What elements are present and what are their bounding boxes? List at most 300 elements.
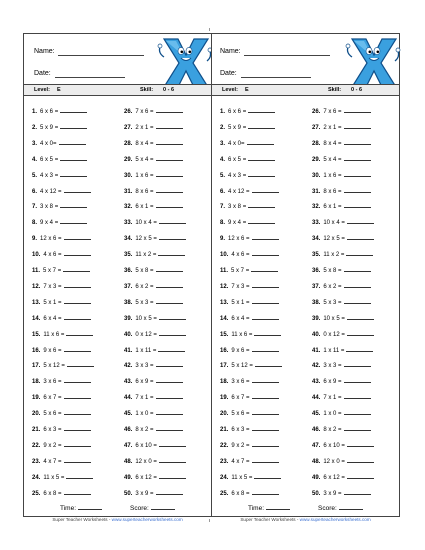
problem-number: 22. (32, 442, 41, 449)
level-skill-band (24, 84, 211, 96)
problem-item (124, 346, 185, 354)
answer-blank[interactable] (347, 330, 374, 336)
answer-blank[interactable] (156, 282, 183, 288)
answer-blank[interactable] (64, 314, 91, 320)
problem-number: 2. (220, 124, 226, 131)
problem-item (32, 457, 91, 465)
problem-item (312, 155, 371, 163)
problem-number: 8. (220, 220, 226, 227)
problem-expression: 6 x 1 = (323, 204, 342, 211)
problem-number: 10. (32, 252, 41, 259)
answer-blank[interactable] (64, 346, 91, 352)
problem-number: 3. (32, 140, 38, 147)
answer-blank[interactable] (156, 489, 183, 495)
problem-item (32, 234, 91, 242)
answer-blank[interactable] (64, 409, 91, 415)
answer-blank[interactable] (344, 107, 371, 113)
answer-blank[interactable] (159, 457, 186, 463)
answer-blank[interactable] (66, 473, 93, 479)
answer-blank[interactable] (156, 107, 183, 113)
problem-number: 11. (220, 268, 229, 274)
problem-item (124, 107, 183, 115)
problem-expression: 5 x 7 = (43, 268, 62, 274)
answer-blank[interactable] (159, 218, 186, 224)
score-label: Score: (130, 505, 149, 512)
problem-expression: 5 x 9 = (40, 124, 59, 131)
answer-blank[interactable] (344, 409, 371, 415)
answer-blank[interactable] (64, 393, 91, 399)
problem-item (312, 250, 373, 258)
problem-expression: 4 x 0= (228, 140, 245, 147)
answer-blank[interactable] (344, 171, 371, 177)
time-label-wrap (60, 504, 102, 512)
answer-blank[interactable] (156, 298, 183, 304)
answer-blank[interactable] (156, 123, 183, 129)
answer-blank[interactable] (156, 361, 183, 367)
problem-item (32, 473, 93, 481)
problem-number: 6. (220, 188, 226, 195)
answer-blank[interactable] (156, 155, 183, 161)
problem-item (220, 377, 279, 385)
skill-label: Skill: (140, 87, 154, 93)
problem-number: 50. (124, 490, 133, 497)
problem-expression: 2 x 1 = (135, 124, 154, 131)
answer-blank[interactable] (60, 218, 87, 224)
answer-blank[interactable] (156, 266, 183, 272)
problem-expression: 6 x 1 = (135, 204, 154, 211)
name-field[interactable] (58, 55, 144, 56)
answer-blank[interactable] (60, 155, 87, 161)
problem-number: 23. (220, 458, 229, 465)
problem-expression: 1 x 11 = (323, 347, 345, 354)
problem-item (220, 250, 279, 258)
problem-item (124, 361, 183, 369)
problem-number: 34. (312, 236, 321, 243)
problem-expression: 6 x 5 = (228, 156, 247, 163)
answer-blank[interactable] (344, 489, 371, 495)
problem-number: 22. (220, 442, 229, 449)
answer-blank[interactable] (346, 346, 373, 352)
answer-blank[interactable] (344, 187, 371, 193)
answer-blank[interactable] (248, 107, 275, 113)
problem-item (220, 123, 275, 131)
problem-number: 49. (312, 474, 321, 481)
problem-expression: 6 x 10 = (135, 442, 157, 449)
problem-item (220, 425, 279, 433)
answer-blank[interactable] (60, 202, 87, 208)
answer-blank[interactable] (344, 282, 371, 288)
problem-expression: 10 x 4 = (323, 220, 345, 227)
problem-number: 37. (124, 283, 133, 290)
problem-expression: 9 x 2 = (43, 442, 62, 449)
problem-expression: 4 x 6 = (43, 252, 62, 259)
answer-blank[interactable] (252, 425, 279, 431)
problem-item (312, 330, 374, 338)
problem-item (312, 202, 371, 210)
problem-number: 9. (220, 236, 226, 243)
problem-expression: 7 x 6 = (135, 109, 154, 115)
date-field[interactable] (241, 77, 311, 78)
problem-expression: 11 x 5 = (43, 474, 65, 481)
problem-expression: 12 x 5 = (323, 236, 345, 243)
answer-blank[interactable] (347, 473, 374, 479)
answer-blank[interactable] (252, 282, 279, 288)
answer-blank[interactable] (344, 361, 371, 367)
answer-blank[interactable] (252, 489, 279, 495)
time-label: Time: (60, 505, 77, 512)
problem-number: 43. (124, 379, 133, 386)
answer-blank[interactable] (252, 250, 279, 256)
name-label: Name: (34, 48, 55, 55)
answer-blank[interactable] (156, 377, 183, 383)
score-field[interactable] (151, 504, 175, 510)
problem-item (312, 361, 371, 369)
problem-number: 49. (124, 474, 133, 481)
answer-blank[interactable] (248, 155, 275, 161)
problem-number: 15. (220, 331, 229, 338)
answer-blank[interactable] (158, 346, 185, 352)
problem-number: 12. (220, 283, 229, 290)
problem-number: 24. (220, 474, 229, 481)
problem-item (32, 202, 87, 210)
problem-expression: 6 x 9 = (135, 379, 154, 386)
answer-blank[interactable] (344, 202, 371, 208)
letter-x-mascot-icon (343, 35, 401, 91)
problem-number: 17. (32, 363, 41, 370)
problem-number: 42. (124, 363, 133, 370)
problem-item (220, 171, 275, 179)
problem-item (32, 282, 91, 290)
answer-blank[interactable] (252, 187, 279, 193)
problem-item (124, 250, 185, 258)
score-label-wrap (130, 504, 175, 512)
skill-label: Skill: (328, 87, 342, 93)
problem-expression: 5 x 1 = (231, 299, 250, 306)
credit-footer (211, 517, 400, 522)
problem-number: 46. (124, 427, 133, 433)
problem-number: 48. (312, 458, 321, 465)
problem-item (312, 489, 371, 497)
answer-blank[interactable] (252, 377, 279, 383)
problem-item (312, 139, 371, 147)
problem-number: 34. (124, 236, 133, 243)
problem-item (32, 330, 93, 338)
problem-expression: 3 x 6 = (231, 379, 250, 386)
problem-item (312, 346, 373, 354)
problem-number: 30. (312, 172, 321, 179)
problem-item (124, 489, 183, 497)
answer-blank[interactable] (251, 266, 278, 272)
problem-number: 26. (124, 109, 133, 115)
problem-expression: 4 x 12 = (40, 188, 62, 195)
problem-expression: 5 x 9 = (228, 124, 247, 131)
answer-blank[interactable] (60, 171, 87, 177)
date-label: Date: (220, 70, 237, 77)
problem-item (312, 473, 374, 481)
time-field[interactable] (78, 504, 102, 510)
answer-blank[interactable] (344, 425, 371, 431)
problem-item (124, 441, 186, 449)
answer-blank[interactable] (248, 171, 275, 177)
problem-number: 46. (312, 427, 321, 433)
name-field[interactable] (244, 55, 330, 56)
problem-number: 11. (32, 268, 41, 274)
problem-item (32, 187, 91, 195)
problem-item (124, 314, 186, 322)
problem-item (220, 107, 275, 115)
problem-number: 44. (312, 395, 321, 402)
problem-expression: 4 x 7 = (43, 458, 62, 465)
problem-expression: 8 x 2 = (135, 427, 154, 433)
problem-number: 7. (32, 204, 38, 211)
answer-blank[interactable] (252, 298, 279, 304)
problem-number: 38. (312, 299, 321, 306)
problem-number: 12. (32, 283, 41, 290)
problem-number: 29. (312, 156, 321, 163)
problem-number: 41. (124, 347, 133, 354)
answer-blank[interactable] (156, 171, 183, 177)
problem-expression: 12 x 5 = (135, 236, 157, 243)
problem-item (124, 155, 183, 163)
problem-number: 28. (124, 140, 133, 147)
answer-blank[interactable] (252, 457, 279, 463)
problem-number: 25. (220, 490, 229, 497)
problem-number: 32. (124, 204, 133, 211)
problem-item (312, 441, 374, 449)
problem-item (220, 409, 279, 417)
problem-expression: 11 x 2 = (323, 252, 345, 259)
problem-expression: 5 x 8 = (135, 268, 154, 274)
problem-expression: 1 x 0 = (135, 411, 154, 418)
problem-number: 33. (312, 220, 321, 227)
answer-blank[interactable] (66, 330, 93, 336)
problem-expression: 8 x 2 = (323, 427, 342, 433)
answer-blank[interactable] (252, 409, 279, 415)
problem-number: 29. (124, 156, 133, 163)
answer-blank[interactable] (254, 330, 281, 336)
answer-blank[interactable] (159, 314, 186, 320)
answer-blank[interactable] (347, 441, 374, 447)
answer-blank[interactable] (159, 234, 186, 240)
problem-expression: 3 x 3 = (323, 363, 342, 370)
problem-expression: 11 x 6 = (43, 331, 65, 338)
problem-item (220, 489, 279, 497)
problem-item (32, 107, 87, 115)
problem-item (32, 377, 91, 385)
answer-blank[interactable] (63, 266, 90, 272)
answer-blank[interactable] (156, 139, 183, 145)
problem-expression: 6 x 2 = (135, 283, 154, 290)
time-field[interactable] (266, 504, 290, 510)
level-value: E (57, 87, 61, 93)
problem-expression: 8 x 6 = (135, 188, 154, 195)
problem-expression: 9 x 6 = (43, 347, 62, 354)
answer-blank[interactable] (64, 298, 91, 304)
problem-expression: 10 x 5 = (323, 315, 345, 322)
answer-blank[interactable] (252, 234, 279, 240)
name-label: Name: (220, 48, 241, 55)
problem-number: 3. (220, 140, 226, 147)
credit-text: Super Teacher Worksheets - (52, 517, 112, 522)
problem-item (220, 202, 275, 210)
problem-item (124, 298, 183, 306)
problem-number: 39. (124, 315, 133, 322)
problem-number: 50. (312, 490, 321, 497)
answer-blank[interactable] (64, 441, 91, 447)
answer-blank[interactable] (64, 234, 91, 240)
problem-expression: 7 x 3 = (43, 283, 62, 290)
problem-number: 40. (124, 331, 133, 338)
problem-number: 45. (124, 411, 133, 418)
answer-blank[interactable] (156, 202, 183, 208)
problem-number: 2. (32, 124, 38, 131)
answer-blank[interactable] (59, 139, 86, 145)
answer-blank[interactable] (60, 107, 87, 113)
problem-item (312, 171, 371, 179)
answer-blank[interactable] (344, 155, 371, 161)
answer-blank[interactable] (248, 123, 275, 129)
answer-blank[interactable] (159, 441, 186, 447)
problem-item (312, 377, 371, 385)
answer-blank[interactable] (156, 409, 183, 415)
problem-number: 15. (32, 331, 41, 338)
problem-expression: 6 x 3 = (231, 427, 250, 433)
answer-blank[interactable] (156, 425, 183, 431)
answer-blank[interactable] (344, 377, 371, 383)
problem-number: 9. (32, 236, 38, 243)
problem-item (32, 393, 91, 401)
problem-item (312, 266, 371, 274)
problem-expression: 0 x 12 = (135, 331, 157, 338)
problem-expression: 8 x 4 = (135, 140, 154, 147)
answer-blank[interactable] (252, 393, 279, 399)
problem-item (32, 346, 91, 354)
level-value: E (245, 87, 249, 93)
problem-expression: 3 x 8 = (228, 204, 247, 211)
answer-blank[interactable] (252, 346, 279, 352)
answer-blank[interactable] (247, 139, 274, 145)
skill-value: 0 - 6 (351, 87, 363, 93)
problem-number: 35. (124, 252, 133, 259)
problem-expression: 3 x 9 = (135, 490, 154, 497)
answer-blank[interactable] (64, 187, 91, 193)
problem-item (32, 218, 87, 226)
problem-item (220, 234, 279, 242)
answer-blank[interactable] (156, 393, 183, 399)
answer-blank[interactable] (156, 187, 183, 193)
problem-expression: 5 x 6 = (43, 411, 62, 418)
problem-number: 41. (312, 347, 321, 354)
level-skill-band (212, 84, 399, 96)
problem-item (124, 473, 186, 481)
date-label: Date: (34, 70, 51, 77)
answer-blank[interactable] (347, 218, 374, 224)
problem-item (220, 218, 275, 226)
problem-number: 4. (220, 156, 226, 163)
problem-number: 24. (32, 474, 41, 481)
score-label: Score: (318, 505, 337, 512)
problem-item (32, 250, 91, 258)
problem-expression: 5 x 7 = (231, 268, 250, 274)
answer-blank[interactable] (159, 330, 186, 336)
credit-url-link[interactable]: www.superteacherworksheets.com (111, 517, 183, 522)
answer-blank[interactable] (64, 377, 91, 383)
problem-item (32, 123, 87, 131)
answer-blank[interactable] (346, 250, 373, 256)
problem-expression: 5 x 3 = (323, 299, 342, 306)
answer-blank[interactable] (64, 457, 91, 463)
problem-number: 6. (32, 188, 38, 195)
answer-blank[interactable] (252, 314, 279, 320)
problem-expression: 12 x 6 = (40, 236, 62, 243)
credit-url-link[interactable]: www.superteacherworksheets.com (299, 517, 371, 522)
problem-expression: 0 x 12 = (323, 331, 345, 338)
problem-item (312, 218, 374, 226)
answer-blank[interactable] (344, 139, 371, 145)
answer-blank[interactable] (64, 425, 91, 431)
problem-number: 44. (124, 395, 133, 402)
answer-blank[interactable] (252, 441, 279, 447)
answer-blank[interactable] (344, 298, 371, 304)
problem-item (32, 314, 91, 322)
answer-blank[interactable] (248, 202, 275, 208)
problem-item (32, 361, 94, 369)
level-label: Level: (34, 87, 50, 93)
answer-blank[interactable] (347, 457, 374, 463)
problem-item (32, 409, 91, 417)
problem-number: 19. (32, 395, 41, 402)
problem-expression: 1 x 0 = (323, 411, 342, 418)
answer-blank[interactable] (255, 361, 282, 367)
answer-blank[interactable] (64, 282, 91, 288)
problem-expression: 11 x 5 = (231, 474, 253, 481)
answer-blank[interactable] (67, 361, 94, 367)
problem-number: 26. (312, 109, 321, 115)
problem-item (312, 425, 371, 433)
problem-item (124, 282, 183, 290)
problem-expression: 5 x 12 = (231, 363, 253, 370)
answer-blank[interactable] (64, 250, 91, 256)
answer-blank[interactable] (248, 218, 275, 224)
answer-blank[interactable] (344, 393, 371, 399)
answer-blank[interactable] (344, 266, 371, 272)
problem-expression: 1 x 11 = (135, 347, 157, 354)
answer-blank[interactable] (159, 473, 186, 479)
answer-blank[interactable] (158, 250, 185, 256)
answer-blank[interactable] (60, 123, 87, 129)
score-field[interactable] (339, 504, 363, 510)
problem-item (32, 425, 91, 433)
answer-blank[interactable] (64, 489, 91, 495)
problem-expression: 5 x 12 = (43, 363, 65, 370)
answer-blank[interactable] (347, 314, 374, 320)
problem-expression: 4 x 6 = (231, 252, 250, 259)
answer-blank[interactable] (344, 123, 371, 129)
problem-number: 31. (124, 188, 133, 195)
date-field[interactable] (55, 77, 125, 78)
problem-item (220, 139, 274, 147)
answer-blank[interactable] (347, 234, 374, 240)
problem-item (32, 441, 91, 449)
problem-item (32, 155, 87, 163)
problem-number: 36. (124, 268, 133, 274)
answer-blank[interactable] (254, 473, 281, 479)
problem-item (312, 409, 371, 417)
problem-item (124, 330, 186, 338)
problem-number: 17. (220, 363, 229, 370)
problem-expression: 9 x 6 = (231, 347, 250, 354)
problem-item (32, 266, 90, 274)
